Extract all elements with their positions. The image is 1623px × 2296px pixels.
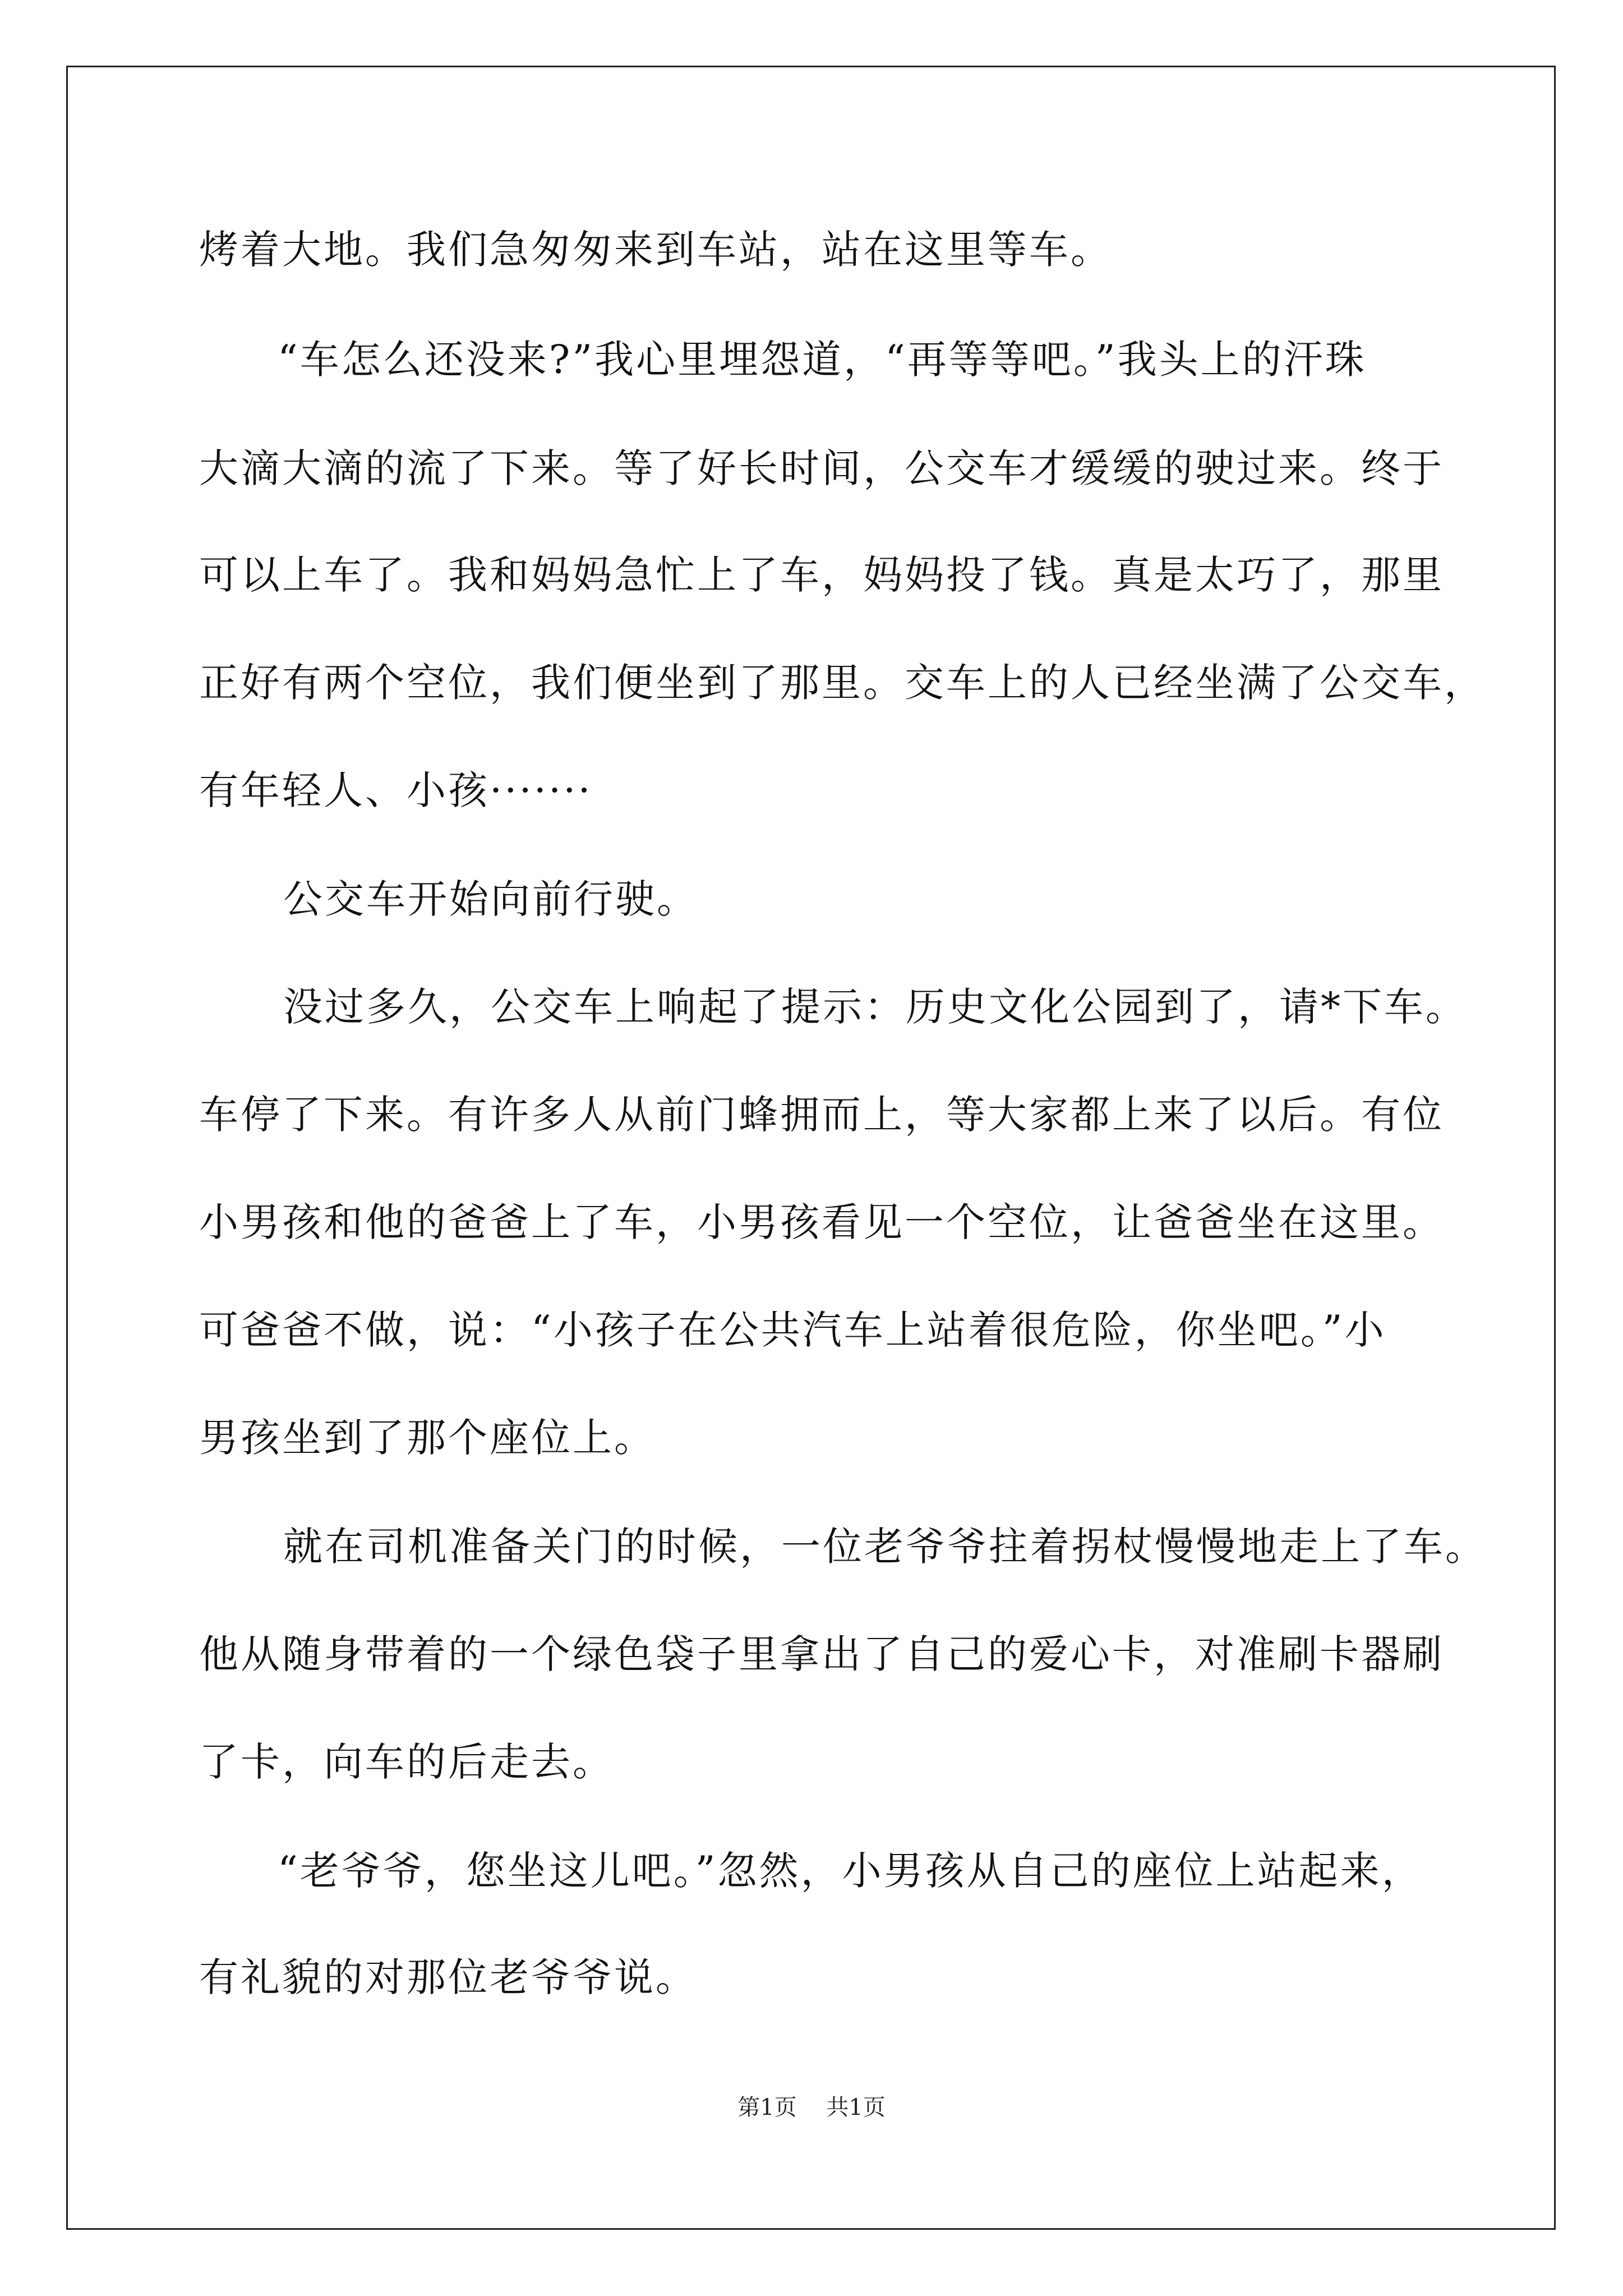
text-line: 小男孩和他的爸爸上了车，小男孩看见一个空位，让爸爸坐在这里。 [199, 1199, 1444, 1245]
page-number: 第1页 [737, 2095, 797, 2120]
text-line: 就在司机准备关门的时候，一位老爷爷拄着拐杖慢慢地走上了车。 [283, 1524, 1487, 1570]
text-line: 没过多久，公交车上响起了提示：历史文化公园到了，请*下车。 [283, 984, 1467, 1030]
text-line: 公交车开始向前行驶。 [283, 876, 698, 922]
page-total: 共1页 [826, 2095, 886, 2120]
text-line: 烤着大地。我们急匆匆来到车站，站在这里等车。 [199, 227, 1112, 273]
text-line: 他从随身带着的一个绿色袋子里拿出了自己的爱心卡，对准刷卡器刷 [199, 1631, 1444, 1677]
text-line: 了卡，向车的后走去。 [199, 1739, 614, 1785]
page-border [66, 66, 1556, 2230]
text-line: 正好有两个空位，我们便坐到了那里。交车上的人已经坐满了公交车， [199, 660, 1486, 706]
text-line: 男孩坐到了那个座位上。 [199, 1415, 656, 1461]
text-line: 可爸爸不做，说：“小孩子在公共汽车上站着很危险，你坐吧。”小 [199, 1307, 1386, 1353]
text-line: 有礼貌的对那位老爷爷说。 [199, 1954, 697, 2000]
text-line: “老爷爷，您坐这儿吧。”忽然，小男孩从自己的座位上站起来， [278, 1848, 1423, 1894]
text-line: 可以上车了。我和妈妈急忙上了车，妈妈投了钱。真是太巧了，那里 [199, 552, 1444, 598]
text-line: 大滴大滴的流了下来。等了好长时间，公交车才缓缓的驶过来。终于 [199, 445, 1444, 491]
text-line: “车怎么还没来?”我心里埋怨道，“再等等吧。”我头上的汗珠 [278, 337, 1367, 383]
page-footer [0, 2093, 1623, 2122]
text-line: 车停了下来。有许多人从前门蜂拥而上，等大家都上来了以后。有位 [199, 1092, 1444, 1138]
text-line: 有年轻人、小孩······· [199, 767, 593, 813]
